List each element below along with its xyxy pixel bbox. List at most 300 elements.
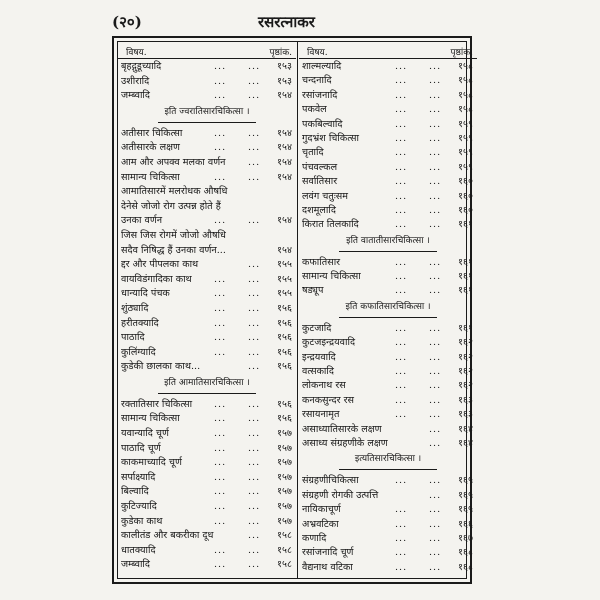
entry-title: रसांजनादि — [302, 89, 338, 101]
entry-title: धातक्यादि — [121, 544, 156, 556]
leader-dots: ... — [214, 413, 227, 425]
leader-dots: ... — [248, 273, 261, 285]
entry-title: रक्तातिसार चिकित्सा — [121, 398, 193, 410]
entry-title: वत्सकादि — [302, 366, 334, 378]
leader-dots: ... — [214, 515, 227, 527]
entry-page-number: १५५ — [277, 288, 292, 300]
entry-page-number: १६८ — [458, 561, 473, 573]
entry-page-number: १५७ — [277, 442, 292, 454]
toc-entry — [118, 257, 296, 272]
leader-dots: ... — [214, 273, 227, 285]
section-rule — [158, 393, 256, 394]
entry-title: शुंठ्यादि — [121, 302, 149, 314]
entry-page-number: १५७ — [277, 457, 292, 469]
toc-entry — [299, 217, 477, 231]
toc-entry — [118, 170, 296, 185]
leader-dots: ... — [248, 61, 261, 72]
left-column — [118, 42, 296, 572]
toc-entry — [118, 528, 296, 543]
section-heading — [299, 450, 477, 466]
entry-title: चन्दनादि — [302, 75, 332, 87]
entry-title: बृहद्गुडूच्यादि — [121, 61, 162, 72]
leader-dots: ... — [429, 475, 442, 487]
entry-page-number: १५८ — [277, 559, 292, 571]
leader-dots: ... — [214, 457, 227, 469]
subject-header: विषय. — [307, 48, 328, 58]
leader-dots: ... — [429, 437, 442, 449]
entry-page-number: १५९ — [458, 147, 473, 159]
section-heading — [118, 374, 296, 390]
leader-dots: ... — [429, 118, 442, 130]
toc-entry — [118, 155, 296, 170]
leader-dots: ... — [395, 104, 408, 116]
entry-page-number: १५६ — [277, 332, 292, 344]
entry-page-number: १५९ — [458, 118, 473, 130]
toc-entry — [118, 126, 296, 141]
leader-dots: ... — [395, 518, 408, 530]
entry-page-number: १५५ — [277, 259, 292, 271]
toc-entry — [118, 184, 296, 199]
section-heading-text: इति वातातीसारचिकित्सा । — [346, 235, 430, 246]
section-heading — [118, 103, 296, 119]
toc-entry — [299, 350, 477, 364]
toc-entry — [299, 488, 477, 502]
section-rule — [339, 251, 437, 252]
leader-dots: ... — [248, 457, 261, 469]
leader-dots: ... — [214, 127, 227, 139]
leader-dots: ... — [429, 322, 442, 334]
leader-dots: ... — [395, 285, 408, 297]
entry-title: वायविडंगादिका काथ — [121, 273, 192, 285]
leader-dots: ... — [395, 337, 408, 349]
entry-title: देनेसे जोजो रोग उत्पन्न होते हैं — [121, 200, 221, 212]
leader-dots: ... — [429, 366, 442, 378]
leader-dots: ... — [429, 219, 442, 231]
entry-page-number: १५५ — [277, 273, 292, 285]
leader-dots: ... — [248, 486, 261, 498]
toc-entry — [299, 269, 477, 283]
entry-page-number: १६२ — [458, 337, 473, 349]
toc-entry — [299, 560, 477, 574]
entry-title: सर्वातिसार — [302, 176, 338, 188]
entry-title: काकमाच्यादि चूर्ण — [121, 457, 182, 469]
entry-title: अतीसार चिकित्सा — [121, 127, 183, 139]
entry-page-number: १५४ — [277, 171, 292, 183]
leader-dots: ... — [248, 398, 261, 410]
entry-page-number: १५४ — [277, 244, 292, 256]
entry-title: आमातिसारमें मलरोधक औषधि — [121, 186, 228, 198]
entry-page-number: १५४ — [277, 142, 292, 154]
toc-entry — [118, 543, 296, 558]
contents-table — [117, 41, 473, 579]
toc-entry — [118, 359, 296, 374]
toc-entry — [299, 473, 477, 487]
entry-page-number: १५८ — [277, 530, 292, 542]
entry-title: हरीतक्यादि — [121, 317, 159, 329]
entry-title: जम्ब्वादि — [121, 90, 151, 102]
leader-dots: ... — [395, 366, 408, 378]
toc-entry — [118, 411, 296, 426]
toc-entry — [299, 436, 477, 450]
leader-dots: ... — [214, 61, 227, 72]
entry-page-number: १६० — [458, 176, 473, 188]
leader-dots: ... — [248, 288, 261, 300]
toc-entry — [118, 455, 296, 470]
toc-entry — [118, 272, 296, 287]
entry-page-number: १६८ — [458, 547, 473, 559]
entry-page-number: १६२ — [458, 351, 473, 363]
leader-dots: ... — [429, 285, 442, 297]
entry-page-number: १६१ — [458, 256, 473, 268]
entry-title: चृतादि — [302, 147, 324, 159]
entry-title: इन्द्रयवादि — [302, 351, 336, 363]
leader-dots: ... — [395, 132, 408, 144]
leader-dots: ... — [429, 89, 442, 101]
page-header — [112, 12, 472, 34]
entry-title: जम्ब्वादि — [121, 559, 151, 571]
entry-page-number: १६१ — [458, 322, 473, 334]
section-heading — [299, 232, 477, 248]
leader-dots: ... — [248, 215, 261, 227]
entry-page-number: १५६ — [277, 361, 292, 373]
leader-dots: ... — [248, 75, 261, 87]
leader-dots: ... — [395, 89, 408, 101]
leader-dots: ... — [395, 61, 408, 72]
leader-dots: ... — [214, 486, 227, 498]
toc-entry — [118, 199, 296, 214]
entry-page-number: १५७ — [277, 428, 292, 440]
entry-title: संग्रहणीचिकित्सा — [302, 475, 359, 487]
leader-dots: ... — [248, 428, 261, 440]
leader-dots: ... — [248, 171, 261, 183]
entry-title: दशमूलादि — [302, 204, 336, 216]
toc-entry — [118, 470, 296, 485]
leader-dots: ... — [395, 204, 408, 216]
toc-entry — [299, 335, 477, 349]
leader-dots: ... — [429, 409, 442, 421]
toc-entry — [299, 393, 477, 407]
entry-title: सामान्य चिकित्सा — [302, 271, 361, 283]
section-rule — [339, 469, 437, 470]
leader-dots: ... — [429, 256, 442, 268]
toc-entry — [299, 131, 477, 145]
entry-page-number: १५८ — [277, 544, 292, 556]
entry-title: गुदभ्रंश चिकित्सा — [302, 132, 359, 144]
leader-dots: ... — [214, 171, 227, 183]
left-column-header — [118, 42, 296, 59]
section-heading-text: इति कफातिसारचिकित्सा । — [345, 301, 431, 312]
column-divider — [297, 42, 298, 578]
leader-dots: ... — [395, 475, 408, 487]
entry-page-number: १६१ — [458, 219, 473, 231]
leader-dots: ... — [429, 547, 442, 559]
leader-dots: ... — [214, 288, 227, 300]
toc-entry — [299, 255, 477, 269]
entry-title: षड्यूप — [302, 285, 324, 297]
toc-entry — [299, 378, 477, 392]
toc-entry — [299, 102, 477, 116]
entry-title: सामान्य चिकित्सा — [121, 413, 180, 425]
entry-title: असाध्यातिसारके लक्षण — [302, 423, 382, 435]
leader-dots: ... — [395, 176, 408, 188]
leader-dots: ... — [214, 215, 227, 227]
leader-dots: ... — [429, 271, 442, 283]
entry-page-number: १५८ — [458, 75, 473, 87]
leader-dots: ... — [429, 423, 442, 435]
leader-dots: ... — [429, 380, 442, 392]
leader-dots: ... — [248, 317, 261, 329]
entry-title: कुडेकी छालका काथ... — [121, 361, 201, 373]
entry-page-number: १६३ — [458, 409, 473, 421]
entry-title: कुडेका काथ — [121, 515, 163, 527]
leader-dots: ... — [395, 351, 408, 363]
entry-title: शाल्मल्यादि — [302, 61, 342, 72]
entry-page-number: १५९ — [458, 161, 473, 173]
entry-page-number: १६२ — [458, 380, 473, 392]
entry-title: कुलिंग्यादि — [121, 346, 156, 358]
entry-page-number: १५८ — [458, 61, 473, 72]
entry-page-number: १६१ — [458, 271, 473, 283]
leader-dots: ... — [429, 132, 442, 144]
entry-title: जिस जिस रोगमें जोजो औषधि — [121, 229, 226, 241]
entry-page-number: १६६ — [458, 518, 473, 530]
entry-page-number: १६१ — [458, 285, 473, 297]
leader-dots: ... — [429, 161, 442, 173]
leader-dots: ... — [395, 532, 408, 544]
toc-entry — [118, 301, 296, 316]
leader-dots: ... — [429, 337, 442, 349]
page-header-label: पृष्ठांक. — [450, 48, 473, 58]
section-rule — [158, 122, 256, 123]
toc-entry — [299, 117, 477, 131]
entry-page-number: १६७ — [458, 532, 473, 544]
entry-page-number: १६३ — [458, 394, 473, 406]
toc-entry — [299, 321, 477, 335]
leader-dots: ... — [248, 156, 261, 168]
entry-title: पाठादि — [121, 332, 145, 344]
leader-dots: ... — [429, 190, 442, 202]
leader-dots: ... — [429, 61, 442, 72]
entry-page-number: १६० — [458, 204, 473, 216]
leader-dots: ... — [214, 317, 227, 329]
entry-page-number: १६५ — [458, 475, 473, 487]
leader-dots: ... — [395, 504, 408, 516]
entry-title: उनका वर्णन — [121, 215, 163, 227]
entry-page-number: १५६ — [277, 346, 292, 358]
section-heading — [299, 298, 477, 314]
toc-entry — [299, 174, 477, 188]
entry-page-number: १५४ — [277, 90, 292, 102]
leader-dots: ... — [395, 380, 408, 392]
entry-title: नायिकाचूर्ण — [302, 504, 341, 516]
toc-entry — [118, 330, 296, 345]
toc-entry — [299, 145, 477, 159]
leader-dots: ... — [429, 561, 442, 573]
leader-dots: ... — [395, 75, 408, 87]
leader-dots: ... — [395, 409, 408, 421]
right-column-header — [299, 42, 477, 59]
entry-title: पकबिल्वादि — [302, 118, 343, 130]
entry-title: किरात तिलकादि — [302, 219, 359, 231]
leader-dots: ... — [429, 394, 442, 406]
leader-dots: ... — [395, 190, 408, 202]
entry-page-number: १५९ — [458, 132, 473, 144]
leader-dots: ... — [429, 518, 442, 530]
entry-title: आम और अपक्व मलका वर्णन — [121, 156, 226, 168]
entry-page-number: १५३ — [277, 75, 292, 87]
leader-dots: ... — [214, 332, 227, 344]
leader-dots: ... — [429, 147, 442, 159]
leader-dots: ... — [429, 176, 442, 188]
entry-page-number: १५७ — [277, 486, 292, 498]
leader-dots: ... — [429, 204, 442, 216]
leader-dots: ... — [395, 547, 408, 559]
entry-page-number: १५८ — [458, 104, 473, 116]
toc-entry — [299, 407, 477, 421]
page-header-label: पृष्ठांक. — [269, 48, 292, 58]
entry-page-number: १६२ — [458, 366, 473, 378]
toc-entry — [299, 283, 477, 297]
entry-page-number: १५४ — [277, 156, 292, 168]
entry-page-number: १५३ — [277, 61, 292, 72]
entry-title: अभ्रवटिका — [302, 518, 339, 530]
leader-dots: ... — [395, 118, 408, 130]
contents-frame — [112, 36, 472, 584]
leader-dots: ... — [248, 142, 261, 154]
entry-title: पंचवल्कल — [302, 161, 338, 173]
entry-title: असाध्य संग्रहणीके लक्षण — [302, 437, 388, 449]
leader-dots: ... — [214, 142, 227, 154]
toc-entry — [299, 545, 477, 559]
entry-page-number: १५६ — [277, 398, 292, 410]
leader-dots: ... — [248, 413, 261, 425]
toc-entry — [299, 73, 477, 87]
leader-dots: ... — [395, 147, 408, 159]
entry-title: रसांजनादि चूर्ण — [302, 547, 354, 559]
toc-entry — [118, 316, 296, 331]
entry-page-number: १६४ — [458, 423, 473, 435]
toc-entry — [299, 531, 477, 545]
entry-title: धान्यादि पंचक — [121, 288, 170, 300]
leader-dots: ... — [395, 271, 408, 283]
leader-dots: ... — [214, 544, 227, 556]
entry-title: सामान्य चिकित्सा — [121, 171, 180, 183]
entry-title: पाठादि चूर्ण — [121, 442, 161, 454]
entry-title: रसायनामृत — [302, 409, 340, 421]
leader-dots: ... — [248, 302, 261, 314]
entry-page-number: १६५ — [458, 504, 473, 516]
leader-dots: ... — [248, 90, 261, 102]
leader-dots: ... — [248, 559, 261, 571]
toc-entry — [299, 189, 477, 203]
entry-title: पकवेल — [302, 104, 327, 116]
entry-title: बिल्वादि — [121, 486, 149, 498]
leader-dots: ... — [429, 75, 442, 87]
leader-dots: ... — [214, 346, 227, 358]
leader-dots: ... — [395, 161, 408, 173]
toc-entry — [118, 484, 296, 499]
toc-entry — [299, 502, 477, 516]
leader-dots: ... — [248, 259, 261, 271]
entry-title: सदैव निषिद्ध हैं उनका वर्णन... — [121, 244, 226, 256]
entry-title: उशीरादि — [121, 75, 150, 87]
leader-dots: ... — [248, 127, 261, 139]
entry-page-number: १६० — [458, 190, 473, 202]
leader-dots: ... — [214, 501, 227, 513]
leader-dots: ... — [429, 351, 442, 363]
leader-dots: ... — [429, 532, 442, 544]
entry-title: सर्पाक्ष्यादि — [121, 471, 156, 483]
subject-header: विषय. — [126, 48, 147, 58]
entry-page-number: १५४ — [277, 127, 292, 139]
toc-entry — [118, 88, 296, 103]
entry-page-number: १५८ — [458, 89, 473, 101]
leader-dots: ... — [429, 489, 442, 501]
entry-page-number: १५७ — [277, 471, 292, 483]
toc-entry — [118, 286, 296, 301]
toc-entry — [299, 364, 477, 378]
toc-entry — [299, 422, 477, 436]
entry-title: कालीतंड और बकरीका दूध — [121, 530, 214, 542]
section-heading-text: इत्यतिसारचिकित्सा । — [354, 454, 422, 465]
leader-dots: ... — [429, 504, 442, 516]
section-heading-text: इति आमातिसारचिकित्सा । — [164, 377, 250, 388]
entry-page-number: १५४ — [277, 215, 292, 227]
toc-entry — [118, 228, 296, 243]
entry-page-number: १६४ — [458, 437, 473, 449]
leader-dots: ... — [248, 442, 261, 454]
leader-dots: ... — [248, 332, 261, 344]
toc-entry — [118, 397, 296, 412]
entry-page-number: १५६ — [277, 413, 292, 425]
entry-title: लोकनाथ रस — [302, 380, 346, 392]
section-heading-text: इति ज्वरातिसारचिकित्सा । — [164, 106, 250, 117]
section-rule — [339, 317, 437, 318]
leader-dots: ... — [395, 256, 408, 268]
leader-dots: ... — [214, 442, 227, 454]
leader-dots: ... — [248, 530, 261, 542]
toc-entry — [118, 213, 296, 228]
leader-dots: ... — [248, 501, 261, 513]
entry-page-number: १५७ — [277, 501, 292, 513]
toc-entry — [118, 514, 296, 529]
toc-entry — [299, 88, 477, 102]
toc-entry — [118, 74, 296, 89]
leader-dots: ... — [214, 428, 227, 440]
entry-title: कुटजइन्द्रयवादि — [302, 337, 356, 349]
leader-dots: ... — [214, 302, 227, 314]
leader-dots: ... — [248, 544, 261, 556]
entry-title: कुटजादि — [302, 322, 332, 334]
entry-page-number: १५६ — [277, 302, 292, 314]
entry-title: कनकसुन्दर रस — [302, 394, 354, 406]
toc-entry — [118, 345, 296, 360]
entry-title: लवंग चतुःसम — [302, 190, 349, 202]
leader-dots: ... — [248, 346, 261, 358]
right-column — [299, 42, 477, 574]
entry-title: संग्रहणी रोगकी उत्पत्ति — [302, 489, 379, 501]
toc-entry — [299, 203, 477, 217]
toc-entry — [118, 441, 296, 456]
leader-dots: ... — [214, 90, 227, 102]
entry-title: यवान्यादि चूर्ण — [121, 428, 169, 440]
toc-entry — [299, 160, 477, 174]
toc-entry — [118, 499, 296, 514]
entry-page-number: १६५ — [458, 489, 473, 501]
entry-title: वैद्यनाथ वटिका — [302, 561, 353, 573]
leader-dots: ... — [395, 394, 408, 406]
entry-page-number: १५६ — [277, 317, 292, 329]
